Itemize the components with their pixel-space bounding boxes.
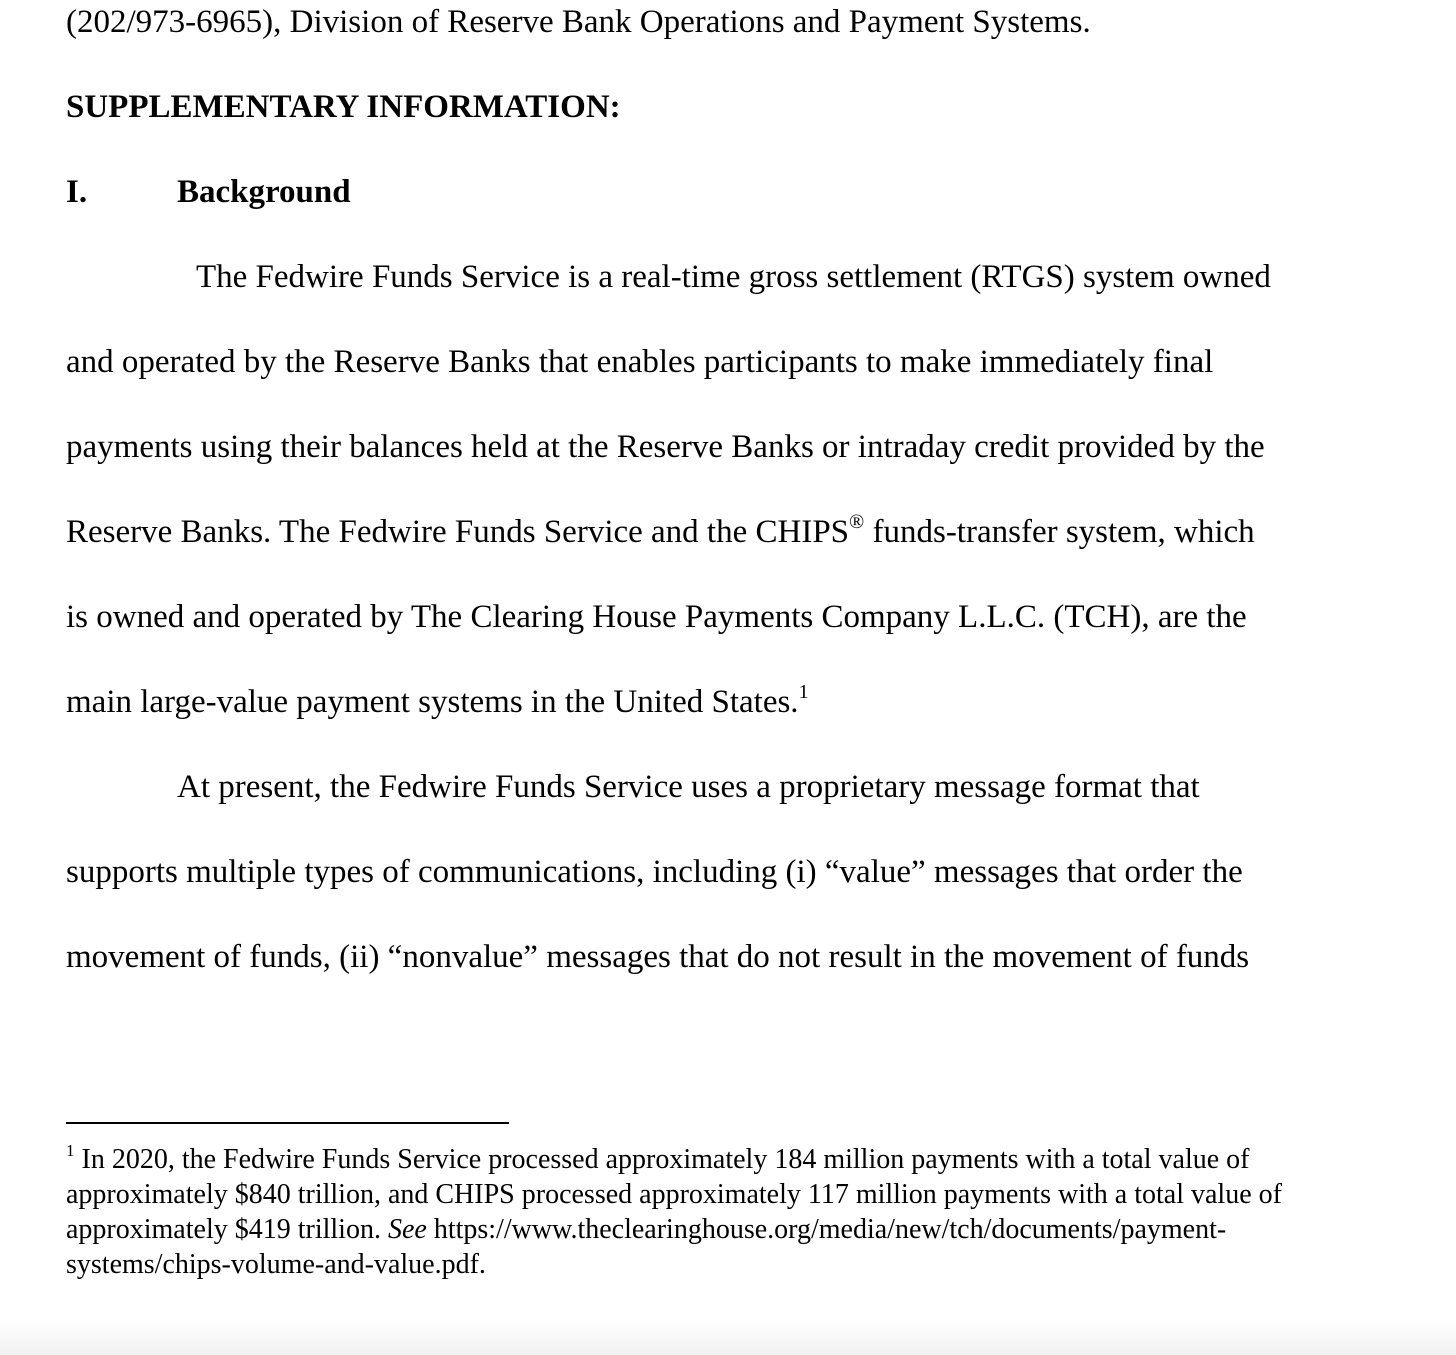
footnote-url: https://www.theclearinghouse.org/media/new/tch/documents/payment- — [426, 1214, 1227, 1245]
paragraph2-line2: supports multiple types of communications, including (i) “value” messages that order the — [66, 854, 1243, 890]
contact-line: (202/973-6965), Division of Reserve Bank Operations and Payment Systems. — [66, 4, 1091, 40]
footnote-line1 — [66, 1142, 1416, 1177]
footnote-line3-text: approximately $419 trillion. — [66, 1214, 388, 1245]
paragraph1-line3: payments using their balances held at the Reserve Banks or intraday credit provided by the — [66, 429, 1265, 465]
footnote-separator — [66, 1122, 509, 1124]
footnote — [66, 1142, 1416, 1282]
registered-mark: ® — [849, 511, 865, 533]
paragraph2-line1: At present, the Fedwire Funds Service uses a proprietary message format that — [177, 769, 1200, 805]
section-number: I. — [66, 174, 88, 210]
paragraph1-line4-rest: funds-transfer system, which — [864, 514, 1255, 550]
footnote-line1-text: In 2020, the Fedwire Funds Service processed approximately 184 million payments with a total value of — [74, 1144, 1250, 1175]
footnote-line3 — [66, 1212, 1416, 1247]
paragraph1-line1: The Fedwire Funds Service is a real-time gross settlement (RTGS) system owned — [196, 259, 1271, 295]
paragraph1-line6-text: main large-value payment systems in the United States. — [66, 684, 799, 720]
section-title: Background — [177, 174, 351, 210]
paragraph1-line4 — [66, 512, 1255, 552]
footnote-marker: 1 — [66, 1141, 75, 1160]
page-bottom-shade — [0, 1318, 1456, 1355]
see-citation: See — [387, 1214, 427, 1245]
footnote-line4: systems/chips-volume-and-value.pdf. — [66, 1249, 486, 1280]
paragraph1-line6 — [66, 682, 809, 722]
footnote-reference: 1 — [798, 681, 809, 703]
paragraph2-line3: movement of funds, (ii) “nonvalue” messages that do not result in the movement of funds — [66, 939, 1250, 975]
paragraph1-line5: is owned and operated by The Clearing House Payments Company L.L.C. (TCH), are the — [66, 599, 1247, 635]
footnote-line2: approximately $840 trillion, and CHIPS processed approximately 117 million payments with a total value of — [66, 1179, 1282, 1210]
supplementary-heading: SUPPLEMENTARY INFORMATION: — [66, 89, 621, 125]
paragraph1-line2: and operated by the Reserve Banks that enables participants to make immediately final — [66, 344, 1214, 380]
paragraph1-line4-text: Reserve Banks. The Fedwire Funds Service and the CHIPS — [66, 514, 850, 550]
